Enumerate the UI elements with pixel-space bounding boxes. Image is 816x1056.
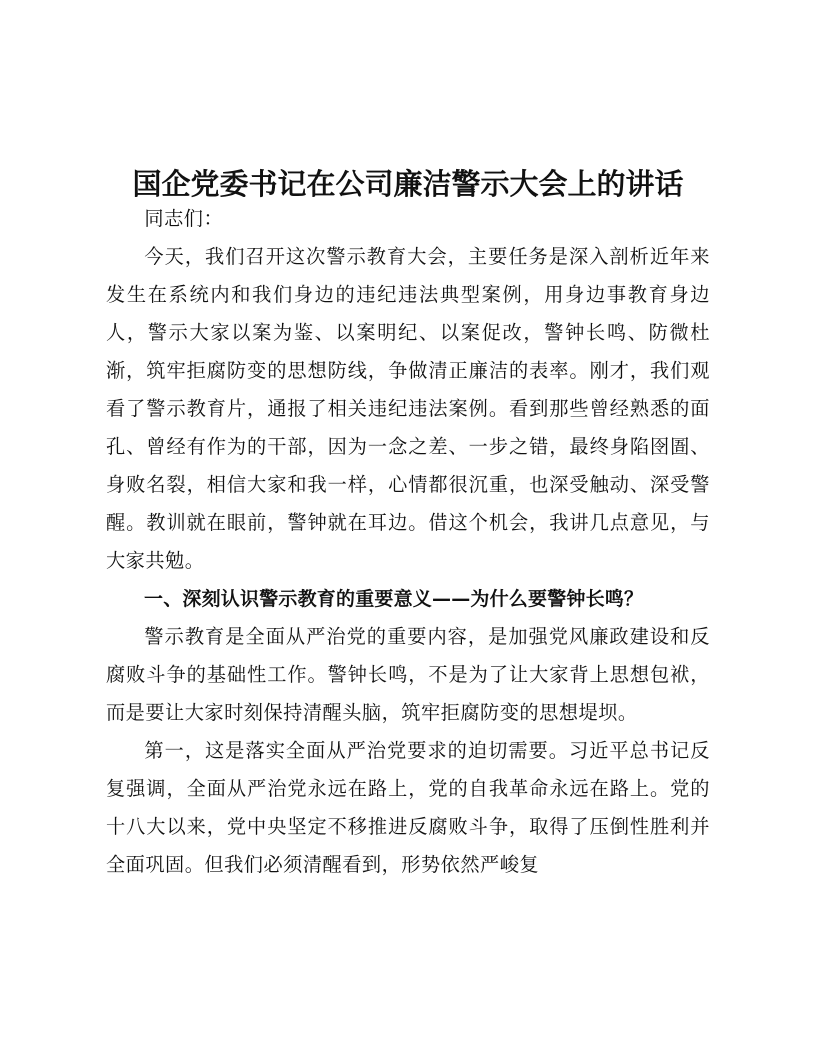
point-paragraph: 第一，这是落实全面从严治党要求的迫切需要。习近平总书记反复强调，全面从严治党永远在路上，党的自我革命永远在路上。党的十八大以来，党中央坚定不移推进反腐败斗争，取得了压倒性胜利并全面巩固。但我们必须清醒看到，形势依然严峻复 [106,739,710,876]
salutation: 同志们： [144,207,224,230]
intro-paragraph: 今天，我们召开这次警示教育大会，主要任务是深入剖析近年来发生在系统内和我们身边的违纪违法典型案例，用身边事教育身边人，警示大家以案为鉴、以案明纪、以案促改，警钟长鸣、防微杜渐，筑牢拒腐防变的思想防线，争做清正廉洁的表率。刚才，我们观看了警示教育片，通报了相关违纪违法案例。看到那些曾经熟悉的面孔、曾经有作为的干部，因为一念之差、一步之错，最终身陷囹圄、身败名裂，相信大家和我一样，心情都很沉重，也深受触动、深受警醒。教训就在眼前，警钟就在耳边。借这个机会，我讲几点意见，与大家共勉。 [106,245,710,572]
document-body [106,200,710,884]
section-paragraph: 警示教育是全面从严治党的重要内容，是加强党风廉政建设和反腐败斗争的基础性工作。警钟长鸣，不是为了让大家背上思想包袱，而是要让大家时刻保持清醒头脑，筑牢拒腐防变的思想堤坝。 [106,625,710,724]
document-title: 国企党委书记在公司廉洁警示大会上的讲话 [132,167,684,202]
section-heading: 一、深刻认识警示教育的重要意义——为什么要警钟长鸣？ [144,588,644,610]
